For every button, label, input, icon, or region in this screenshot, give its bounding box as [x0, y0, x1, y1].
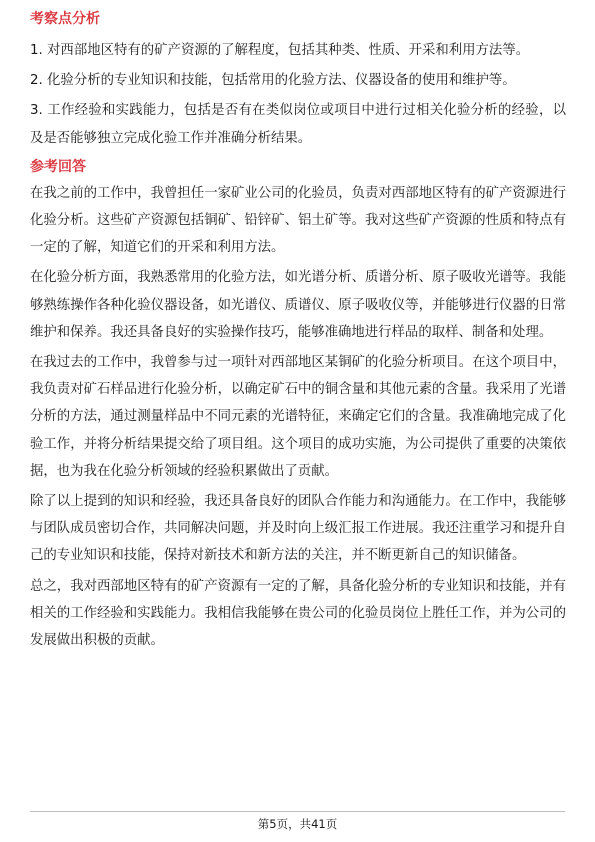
answer-paragraph-4: 除了以上提到的知识和经验，我还具备良好的团队合作能力和沟通能力。在工作中，我能够与团队成员密切合作，共同解决问题，并及时向上级汇报工作进展。我还注重学习和提升自己的专业知识和技能，保持对新技术和新方法的关注，并不断更新自己的知识储备。	[30, 494, 566, 564]
analysis-item-2: 2. 化验分析的专业知识和技能，包括常用的化验方法、仪器设备的使用和维护等。	[30, 73, 516, 89]
footer-divider	[30, 811, 565, 812]
analysis-heading: 考察点分析	[30, 11, 100, 27]
answer-paragraph-1: 在我之前的工作中，我曾担任一家矿业公司的化验员，负责对西部地区特有的矿产资源进行化验分析。这些矿产资源包括铜矿、铅锌矿、铝土矿等。我对这些矿产资源的性质和特点有一定的了解，知道它们的开采和利用方法。	[30, 185, 566, 256]
analysis-item-1: 1. 对西部地区特有的矿产资源的了解程度，包括其种类、性质、开采和利用方法等。	[30, 43, 530, 58]
document-page	[30, 6, 566, 654]
answer-heading: 参考回答	[30, 158, 86, 175]
answer-paragraph-5: 总之，我对西部地区特有的矿产资源有一定的了解，具备化验分析的专业知识和技能，并有相关的工作经验和实践能力。我相信我能够在贵公司的化验员岗位上胜任工作，并为公司的发展做出积极的贡献。	[30, 578, 566, 649]
page-number: 第5页，共41页	[257, 817, 338, 831]
answer-paragraph-3: 在我过去的工作中，我曾参与过一项针对西部地区某铜矿的化验分析项目。在这个项目中，我负责对矿石样品进行化验分析，以确定矿石中的铜含量和其他元素的含量。我采用了光谱分析的方法，通过测量样品中不同元素的光谱特征，来确定它们的含量。我准确地完成了化验工作，并将分析结果提交给了项目组。这个项目的成功实施，为公司提供了重要的决策依据，也为我在化验分析领域的经验积累做出了贡献。	[30, 355, 566, 479]
answer-paragraph-2: 在化验分析方面，我熟悉常用的化验方法，如光谱分析、质谱分析、原子吸收光谱等。我能够熟练操作各种化验仪器设备，如光谱仪、质谱仪、原子吸收仪等，并能够进行仪器的日常维护和保养。我还具备良好的实验操作技巧，能够准确地进行样品的取样、制备和处理。	[30, 270, 566, 340]
analysis-item-3: 3. 工作经验和实践能力，包括是否有在类似岗位或项目中进行过相关化验分析的经验，以及是否能够独立完成化验工作并准确分析结果。	[30, 103, 566, 146]
